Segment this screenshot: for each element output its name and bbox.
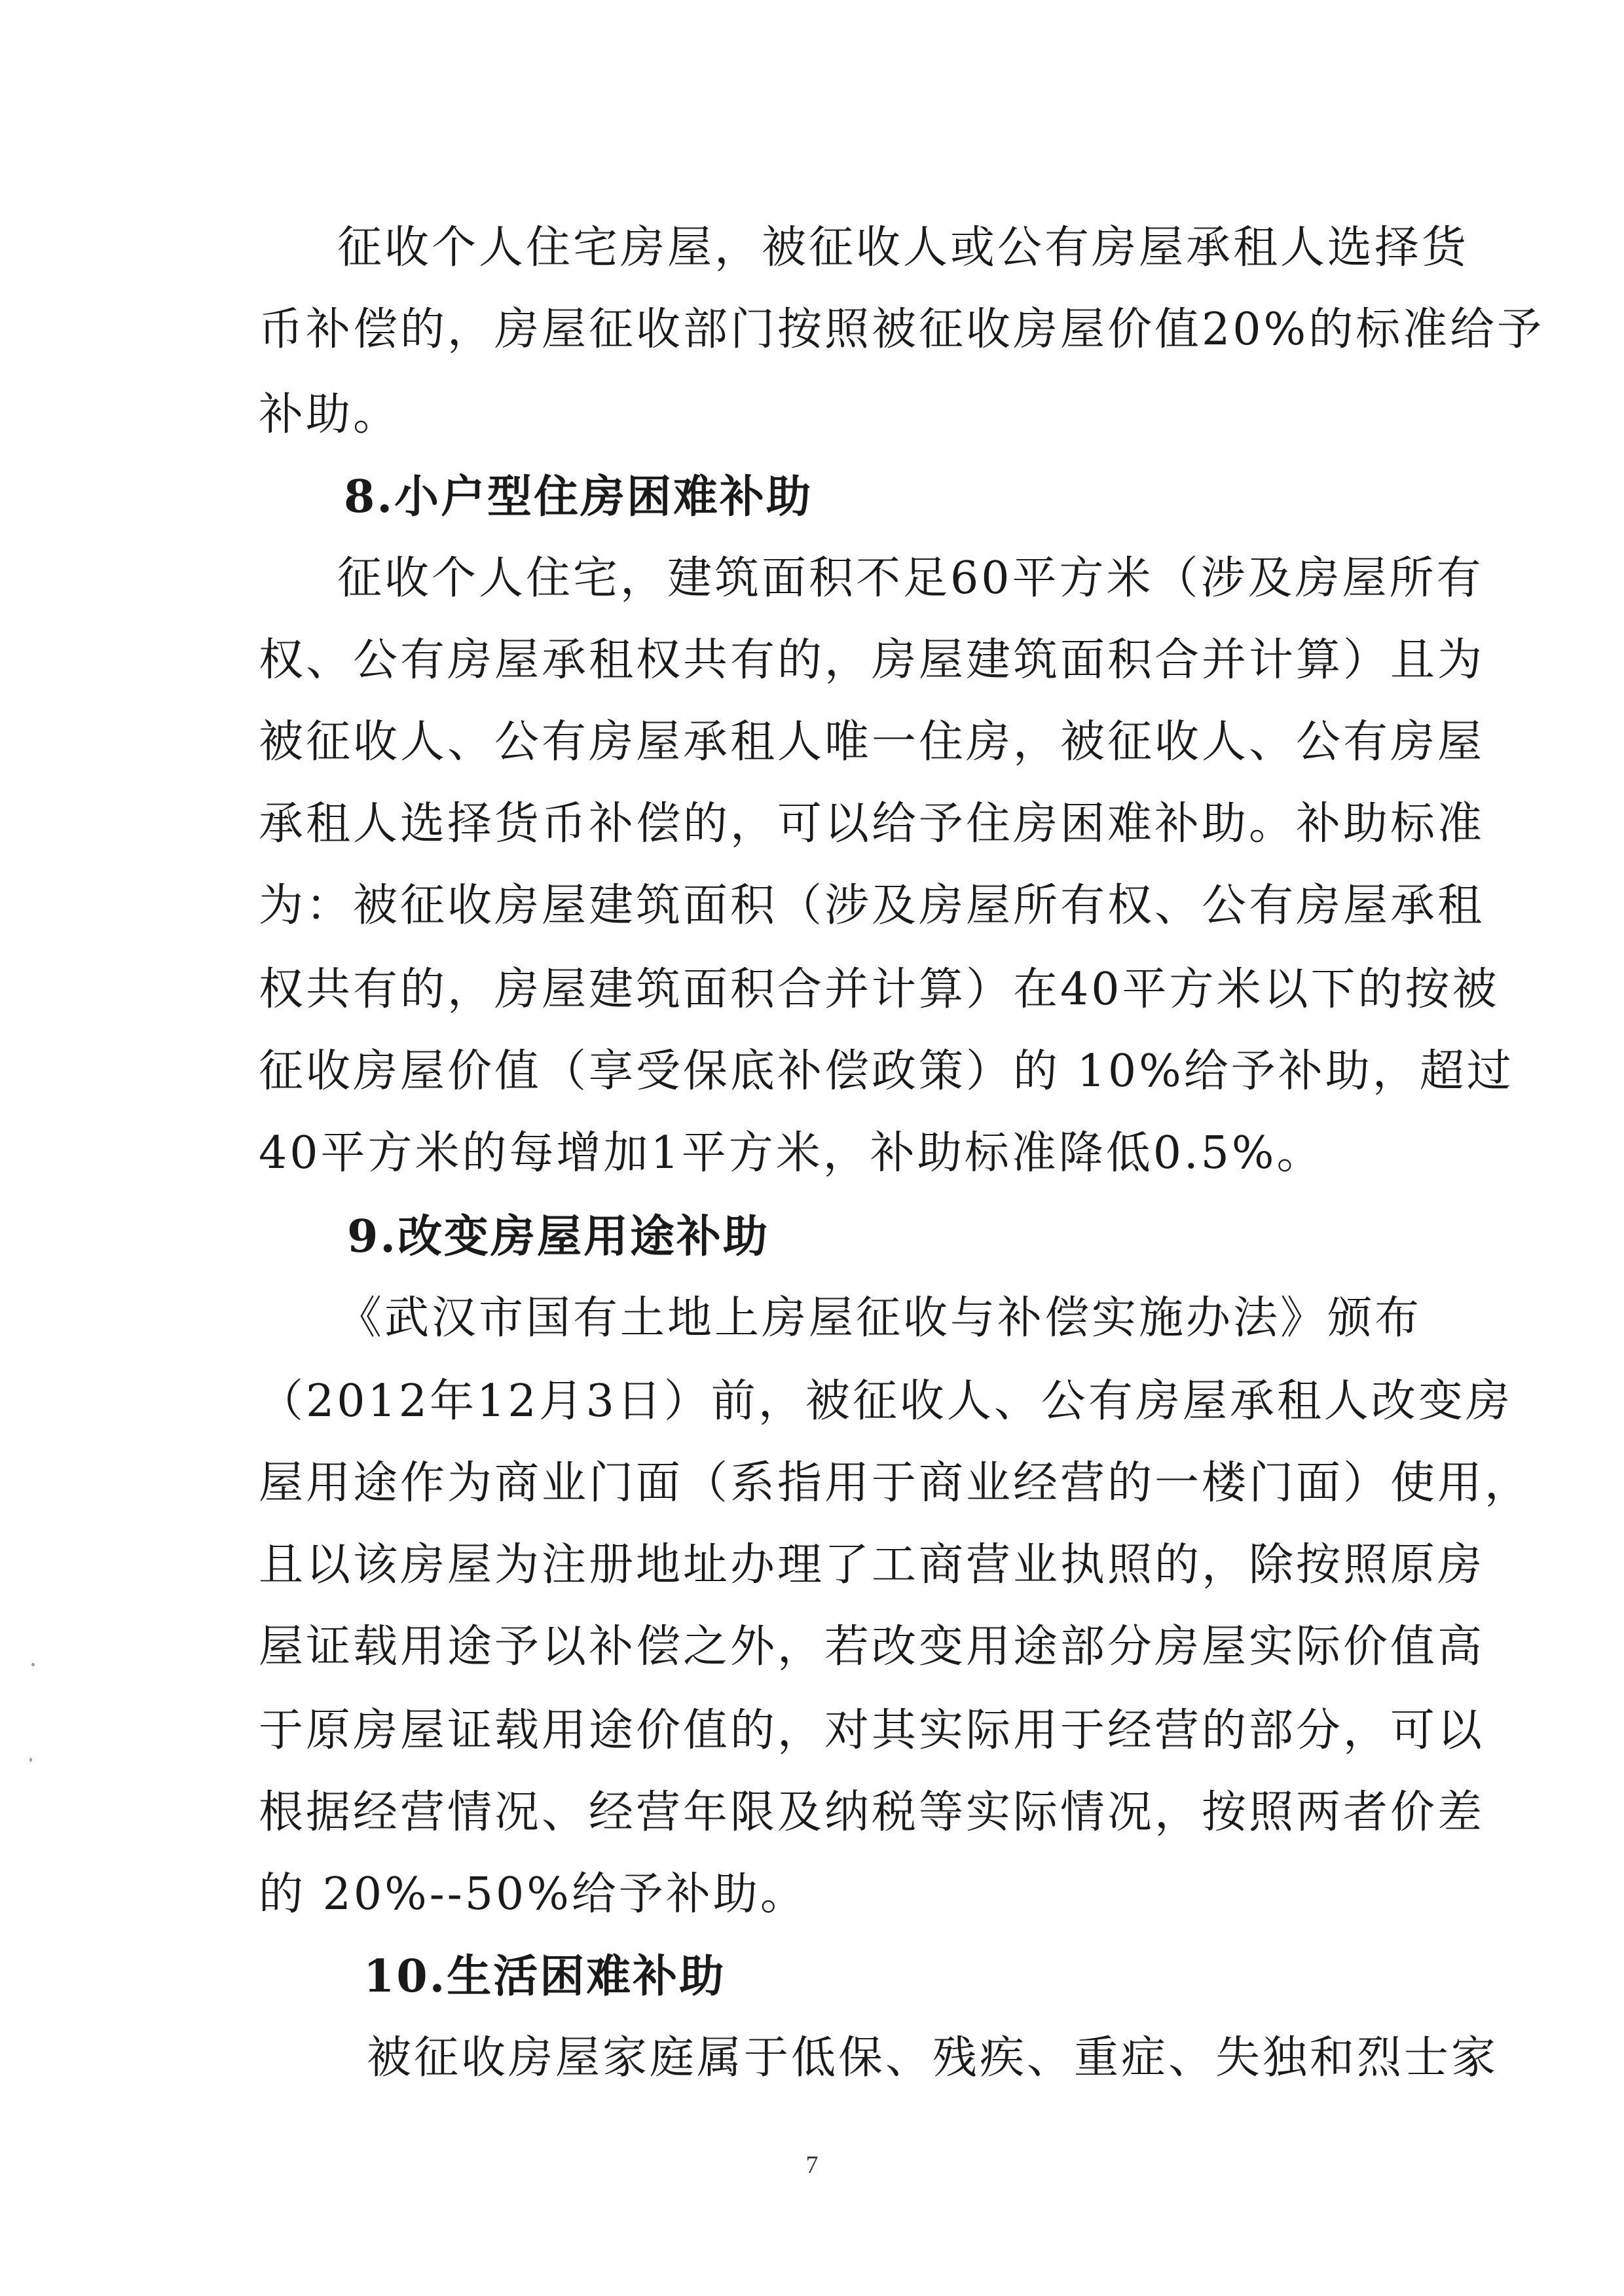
paragraph-line: 为：被征收房屋建筑面积（涉及房屋所有权、公有房屋承租 (259, 880, 1485, 932)
page-number: 7 (805, 2151, 819, 2179)
paragraph-line: 被征收人、公有房屋承租人唯一住房，被征收人、公有房屋 (259, 716, 1485, 768)
paragraph-line: 被征收房屋家庭属于低保、残疾、重症、失独和烈士家 (367, 2032, 1499, 2084)
section-heading-8: 8.小户型住房困难补助 (344, 471, 813, 523)
paragraph-line: 币补偿的，房屋征收部门按照被征收房屋价值20%的标准给予 (259, 304, 1545, 355)
paragraph-line: 于原房屋证载用途价值的，对其实际用于经营的部分，可以 (259, 1705, 1485, 1757)
scan-speck (29, 1758, 32, 1762)
paragraph-line: 《武汉市国有土地上房屋征收与补偿实施办法》颁布 (337, 1292, 1422, 1344)
section-heading-10: 10.生活困难补助 (363, 1950, 726, 2003)
paragraph-line: 征收个人住宅，建筑面积不足60平方米（涉及房屋所有 (337, 553, 1484, 604)
paragraph-line: 的 20%--50%给予补助。 (259, 1868, 807, 1920)
scan-speck (31, 1663, 35, 1666)
paragraph-line: 根据经营情况、经营年限及纳税等实际情况，按照两者价差 (259, 1787, 1485, 1838)
paragraph-line: 补助。 (259, 389, 401, 441)
paragraph-line: 承租人选择货币补偿的，可以给予住房困难补助。补助标准 (259, 798, 1485, 850)
paragraph-line: （2012年12月3日）前，被征收人、公有房屋承租人改变房 (259, 1376, 1513, 1427)
paragraph-line: 屋用途作为商业门面（系指用于商业经营的一楼门面）使用， (259, 1457, 1532, 1509)
paragraph-line: 且以该房屋为注册地址办理了工商营业执照的，除按照原房 (259, 1539, 1485, 1591)
paragraph-line: 征收个人住宅房屋，被征收人或公有房屋承租人选择货 (337, 222, 1469, 274)
paragraph-line: 权共有的，房屋建筑面积合并计算）在40平方米以下的按被 (259, 964, 1500, 1015)
paragraph-line: 征收房屋价值（享受保底补偿政策）的 10%给予补助，超过 (259, 1046, 1514, 1097)
paragraph-line: 屋证载用途予以补偿之外，若改变用途部分房屋实际价值高 (259, 1621, 1485, 1673)
section-heading-9: 9.改变房屋用途补助 (347, 1211, 769, 1263)
paragraph-line: 40平方米的每增加1平方米，补助标准降低0.5%。 (259, 1127, 1324, 1179)
paragraph-line: 权、公有房屋承租权共有的，房屋建筑面积合并计算）且为 (259, 634, 1485, 686)
